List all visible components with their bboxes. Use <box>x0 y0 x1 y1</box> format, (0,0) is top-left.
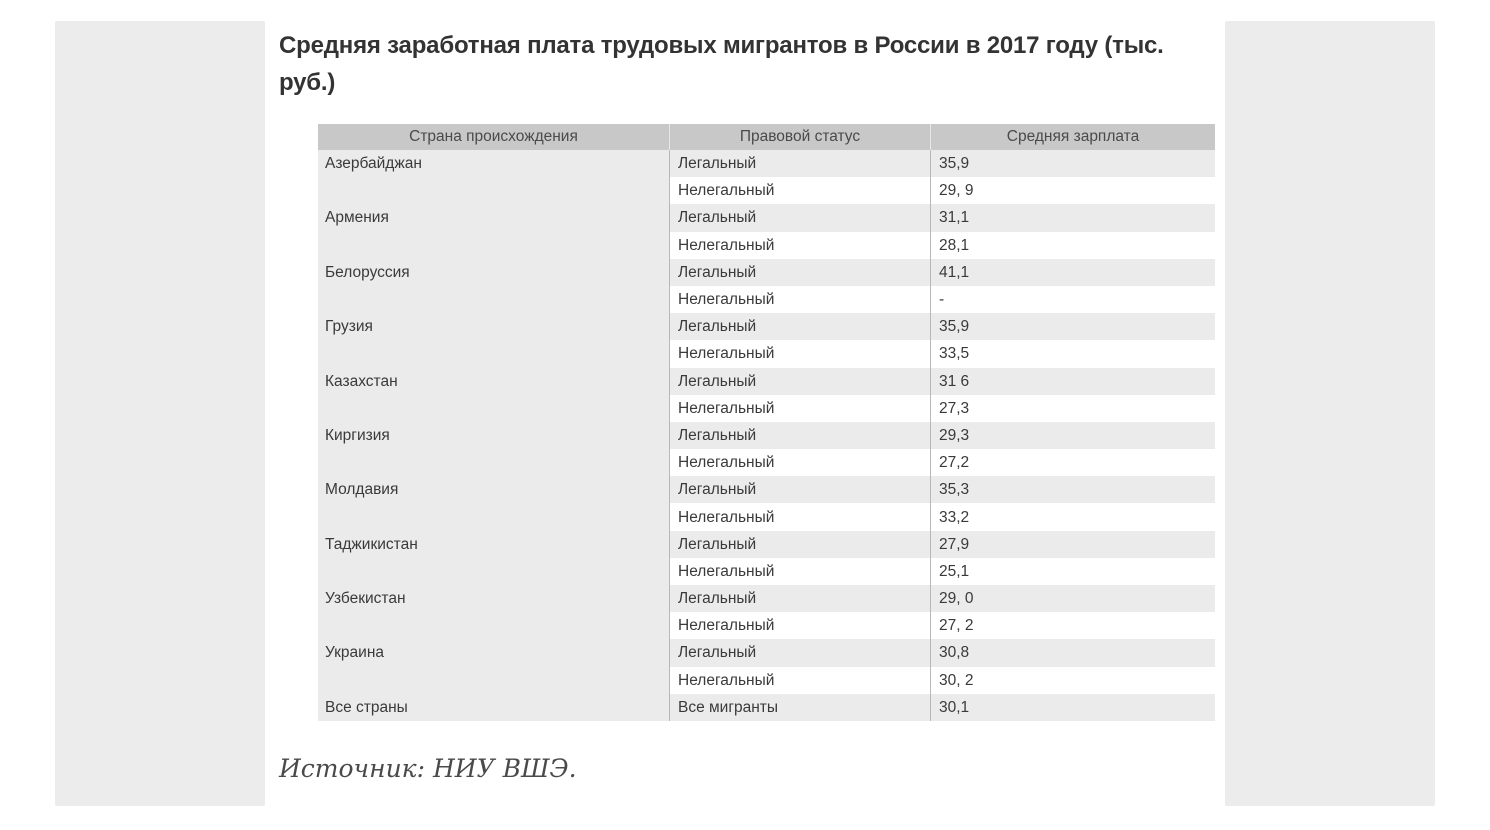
table-row <box>318 612 1215 639</box>
cell-country: Молдавия <box>318 476 670 503</box>
cell-legal-status: Легальный <box>670 313 931 340</box>
cell-average-salary: 25,1 <box>931 558 1216 585</box>
table-row <box>318 531 1215 558</box>
table-row <box>318 667 1215 694</box>
cell-legal-status: Легальный <box>670 368 931 395</box>
table-row <box>318 639 1215 666</box>
cell-country <box>318 667 670 694</box>
table-row <box>318 150 1215 177</box>
cell-legal-status: Легальный <box>670 639 931 666</box>
table-row <box>318 449 1215 476</box>
cell-country: Киргизия <box>318 422 670 449</box>
cell-average-salary: 29, 9 <box>931 177 1216 204</box>
cell-legal-status: Нелегальный <box>670 395 931 422</box>
page-title: Средняя заработная плата трудовых мигрантов в России в 2017 году (тыс. руб.) <box>279 32 1164 96</box>
salary-table <box>318 124 1215 721</box>
cell-country <box>318 449 670 476</box>
source-caption: Источник: НИУ ВШЭ. <box>279 754 577 783</box>
cell-legal-status: Все мигранты <box>670 694 931 721</box>
table-row <box>318 503 1215 530</box>
cell-average-salary: 33,2 <box>931 503 1216 530</box>
cell-country: Украина <box>318 639 670 666</box>
cell-country <box>318 286 670 313</box>
cell-country <box>318 395 670 422</box>
table-row <box>318 422 1215 449</box>
cell-average-salary: 35,9 <box>931 150 1216 177</box>
cell-country: Узбекистан <box>318 585 670 612</box>
cell-average-salary: - <box>931 286 1216 313</box>
table-row <box>318 476 1215 503</box>
cell-legal-status: Нелегальный <box>670 286 931 313</box>
cell-legal-status: Легальный <box>670 204 931 231</box>
cell-average-salary: 27,2 <box>931 449 1216 476</box>
cell-legal-status: Легальный <box>670 585 931 612</box>
table-row <box>318 694 1215 721</box>
cell-legal-status: Нелегальный <box>670 558 931 585</box>
cell-average-salary: 30,1 <box>931 694 1216 721</box>
cell-average-salary: 28,1 <box>931 232 1216 259</box>
cell-legal-status: Нелегальный <box>670 449 931 476</box>
table-body <box>318 150 1215 721</box>
table-row <box>318 177 1215 204</box>
table-row <box>318 313 1215 340</box>
cell-country <box>318 340 670 367</box>
cell-average-salary: 30,8 <box>931 639 1216 666</box>
cell-legal-status: Нелегальный <box>670 612 931 639</box>
cell-country: Белоруссия <box>318 259 670 286</box>
cell-legal-status: Нелегальный <box>670 340 931 367</box>
table-row <box>318 259 1215 286</box>
cell-country: Армения <box>318 204 670 231</box>
cell-average-salary: 35,3 <box>931 476 1216 503</box>
cell-average-salary: 29,3 <box>931 422 1216 449</box>
cell-country: Казахстан <box>318 368 670 395</box>
table-row <box>318 340 1215 367</box>
cell-country: Грузия <box>318 313 670 340</box>
right-side-panel <box>1225 21 1435 806</box>
article-content <box>265 21 1225 806</box>
cell-average-salary: 31 6 <box>931 368 1216 395</box>
cell-country: Азербайджан <box>318 150 670 177</box>
cell-country: Все страны <box>318 694 670 721</box>
cell-average-salary: 27,9 <box>931 531 1216 558</box>
cell-average-salary: 27,3 <box>931 395 1216 422</box>
header-status: Правовой статус <box>670 124 931 150</box>
cell-legal-status: Нелегальный <box>670 503 931 530</box>
cell-country <box>318 503 670 530</box>
cell-average-salary: 41,1 <box>931 259 1216 286</box>
cell-country <box>318 177 670 204</box>
table-row <box>318 232 1215 259</box>
cell-legal-status: Легальный <box>670 259 931 286</box>
cell-average-salary: 35,9 <box>931 313 1216 340</box>
cell-average-salary: 29, 0 <box>931 585 1216 612</box>
cell-average-salary: 31,1 <box>931 204 1216 231</box>
table-row <box>318 204 1215 231</box>
table-row <box>318 368 1215 395</box>
cell-legal-status: Легальный <box>670 476 931 503</box>
cell-country <box>318 232 670 259</box>
header-salary: Средняя зарплата <box>931 124 1216 150</box>
table-row <box>318 395 1215 422</box>
table-header-row <box>318 124 1215 150</box>
table-row <box>318 286 1215 313</box>
table-row <box>318 585 1215 612</box>
header-country: Страна происхождения <box>318 124 670 150</box>
cell-country <box>318 612 670 639</box>
cell-average-salary: 27, 2 <box>931 612 1216 639</box>
cell-legal-status: Нелегальный <box>670 232 931 259</box>
cell-average-salary: 33,5 <box>931 340 1216 367</box>
cell-country: Таджикистан <box>318 531 670 558</box>
cell-legal-status: Легальный <box>670 422 931 449</box>
cell-legal-status: Нелегальный <box>670 177 931 204</box>
cell-legal-status: Легальный <box>670 150 931 177</box>
cell-legal-status: Легальный <box>670 531 931 558</box>
cell-average-salary: 30, 2 <box>931 667 1216 694</box>
left-side-panel <box>55 21 265 806</box>
cell-legal-status: Нелегальный <box>670 667 931 694</box>
table-row <box>318 558 1215 585</box>
cell-country <box>318 558 670 585</box>
